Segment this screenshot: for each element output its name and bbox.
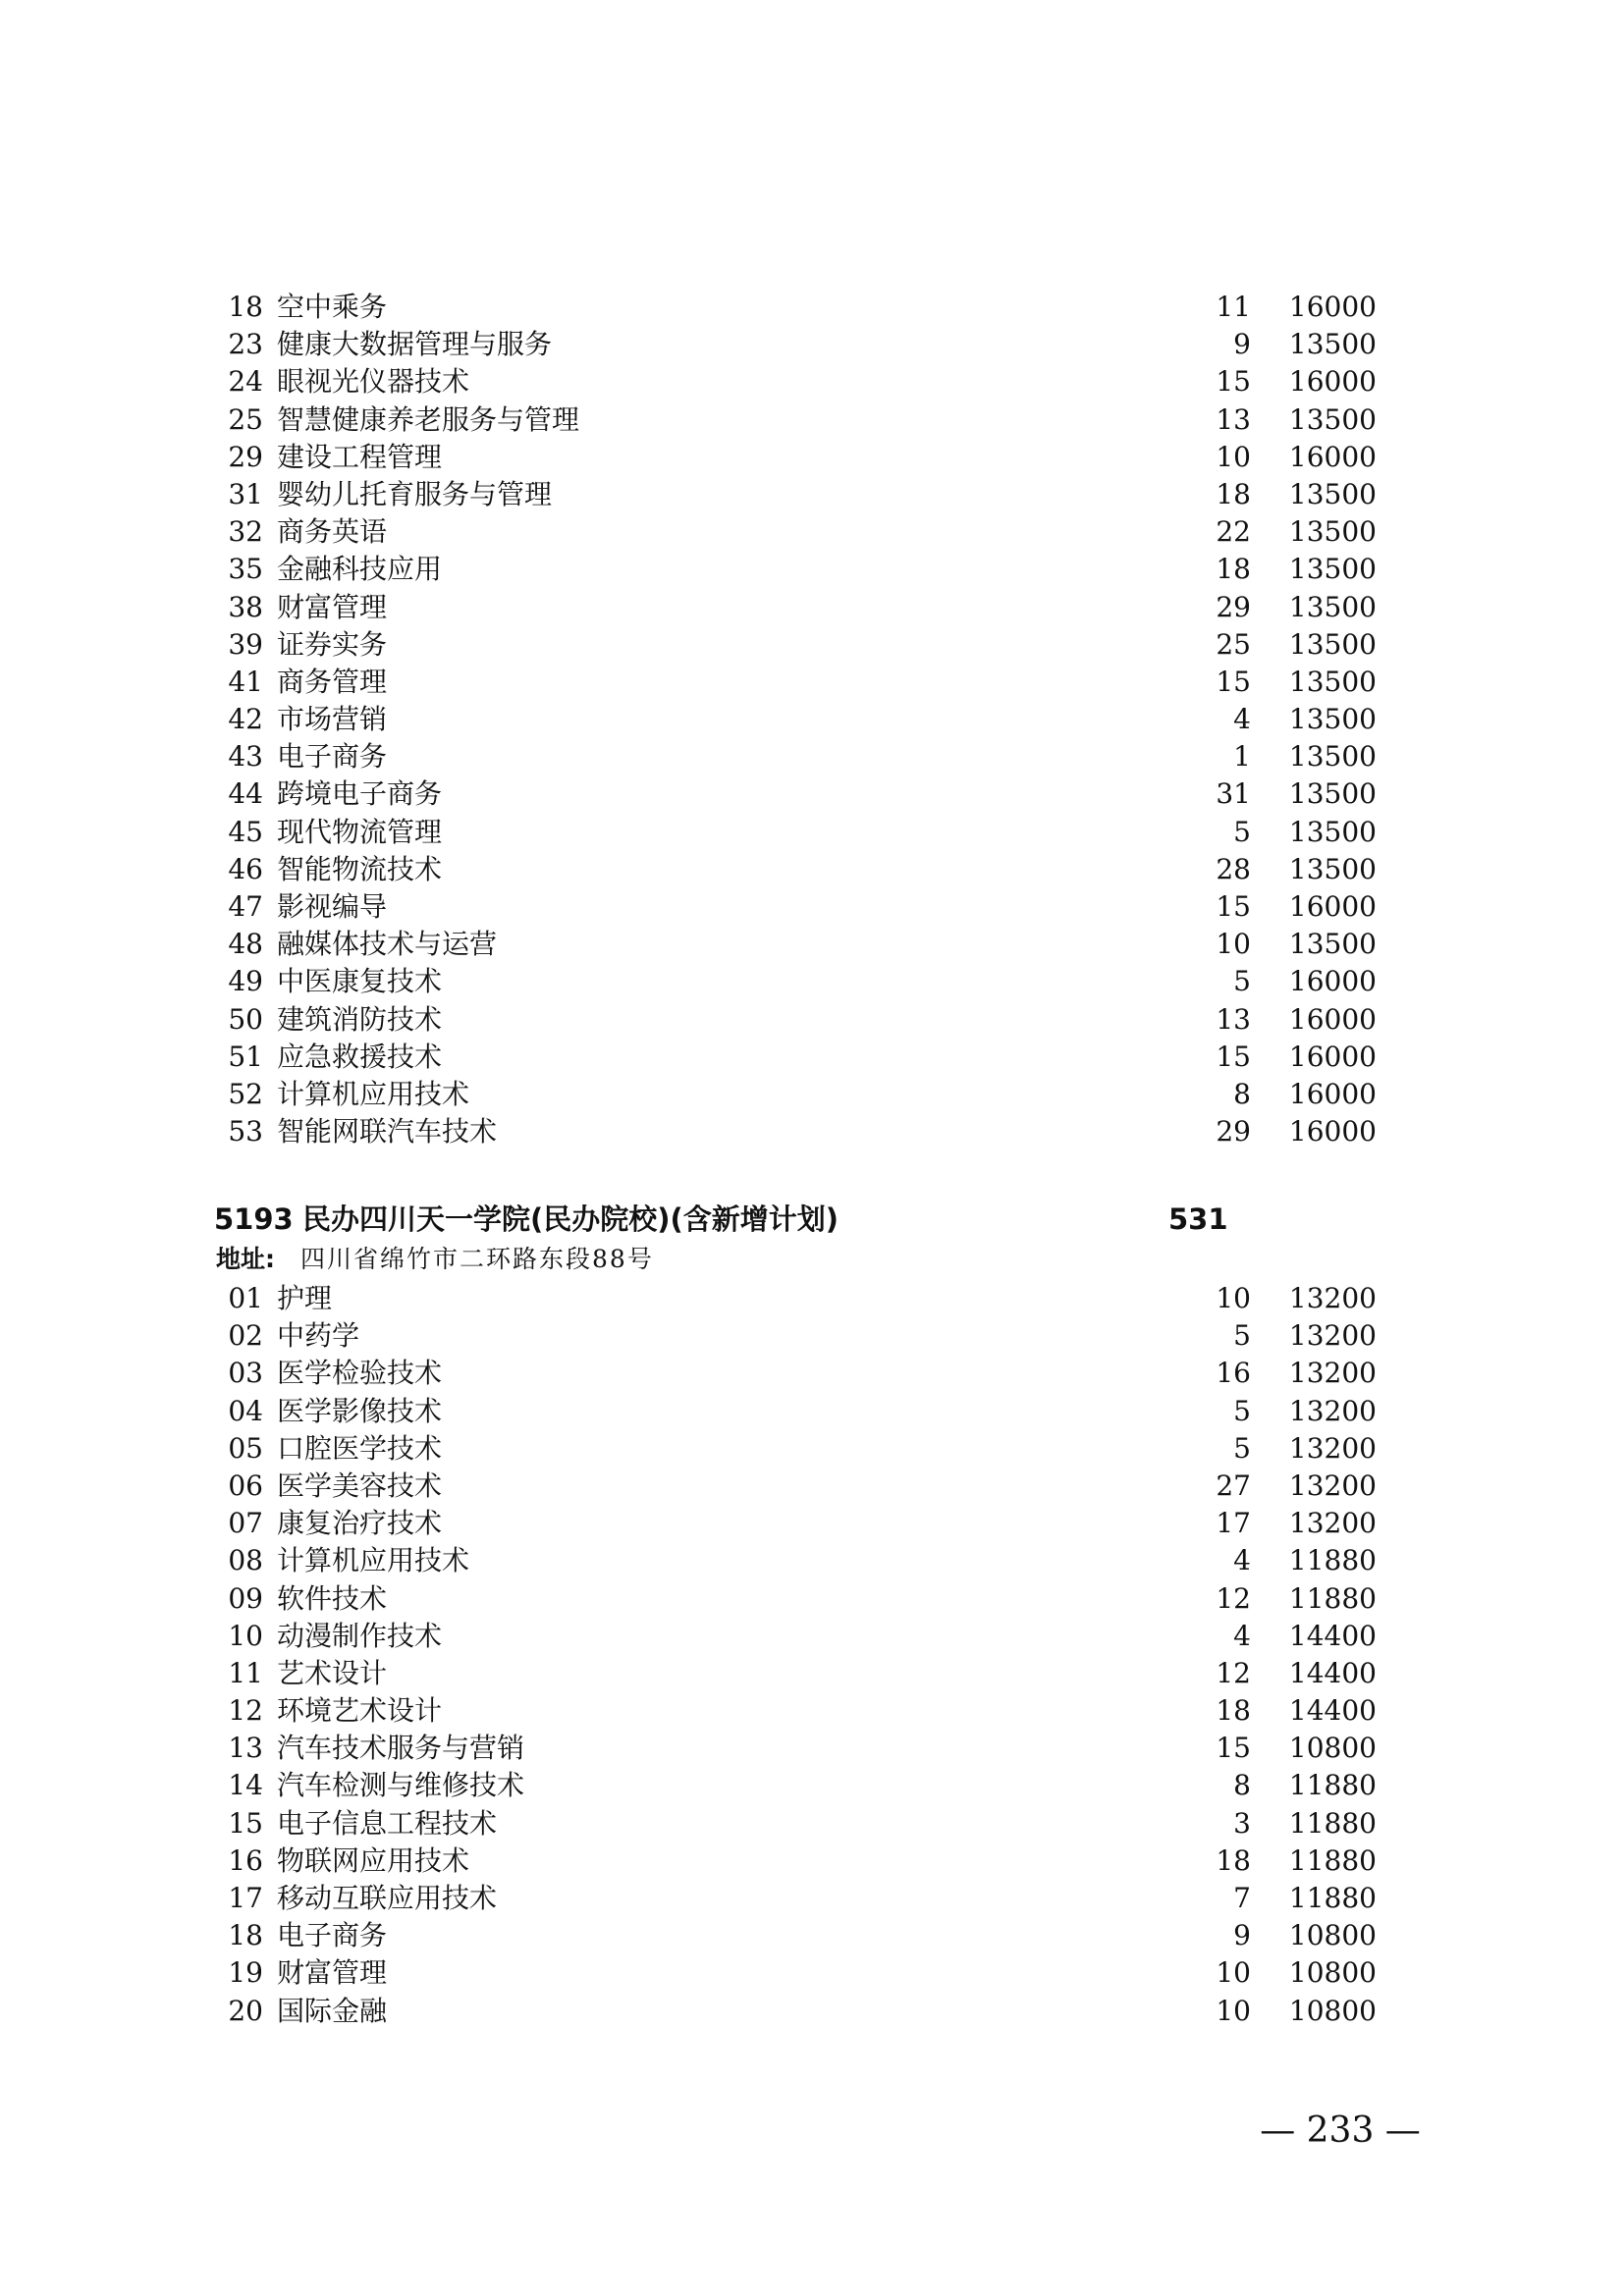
program-code: 50 <box>228 1002 263 1036</box>
program-tuition-fee: 11880 <box>1288 1581 1377 1615</box>
school-address <box>216 1241 1355 1278</box>
program-row <box>226 626 1377 664</box>
program-tuition-fee: 13500 <box>1288 777 1377 811</box>
program-row <box>226 401 1377 439</box>
program-tuition-fee: 13200 <box>1288 1468 1377 1502</box>
program-code: 11 <box>228 1656 263 1689</box>
program-row <box>226 326 1377 363</box>
program-plan-count: 9 <box>1233 1919 1251 1952</box>
program-row <box>226 1917 1377 1954</box>
program-row <box>226 289 1377 326</box>
program-plan-count: 29 <box>1216 590 1251 623</box>
program-code: 52 <box>228 1077 263 1110</box>
program-tuition-fee: 13500 <box>1288 852 1377 885</box>
program-code: 04 <box>228 1394 263 1427</box>
program-row <box>226 963 1377 1000</box>
program-code: 53 <box>228 1115 263 1148</box>
program-code: 02 <box>228 1319 263 1353</box>
program-row <box>226 1655 1377 1692</box>
program-name: 财富管理 <box>277 590 388 623</box>
program-code: 07 <box>228 1507 263 1540</box>
program-name: 财富管理 <box>277 1956 388 1990</box>
program-name: 现代物流管理 <box>277 815 443 848</box>
program-code: 42 <box>228 703 263 736</box>
program-name: 婴幼儿托育服务与管理 <box>277 477 553 510</box>
program-name: 动漫制作技术 <box>277 1619 443 1652</box>
program-row <box>226 814 1377 851</box>
program-tuition-fee: 11880 <box>1288 1882 1377 1914</box>
page-number: — 233 — <box>1260 2110 1421 2151</box>
program-tuition-fee: 13200 <box>1288 1319 1377 1353</box>
program-name: 市场营销 <box>277 703 388 736</box>
program-tuition-fee: 10800 <box>1288 1732 1377 1765</box>
program-tuition-fee: 13500 <box>1288 590 1377 623</box>
program-row <box>226 664 1377 701</box>
program-row <box>226 476 1377 513</box>
program-row <box>226 851 1377 888</box>
program-row <box>226 888 1377 926</box>
program-plan-count: 18 <box>1216 553 1251 586</box>
program-row <box>226 1468 1377 1505</box>
program-code: 19 <box>228 1956 263 1990</box>
program-tuition-fee: 13500 <box>1288 928 1377 961</box>
program-row <box>226 1880 1377 1917</box>
program-code: 08 <box>228 1544 263 1577</box>
program-row <box>226 1580 1377 1618</box>
program-row <box>226 551 1377 588</box>
program-name: 移动互联应用技术 <box>277 1882 498 1914</box>
program-plan-count: 22 <box>1216 515 1251 549</box>
program-name: 口腔医学技术 <box>277 1431 443 1465</box>
program-code: 43 <box>228 740 263 774</box>
program-name: 电子信息工程技术 <box>277 1806 498 1840</box>
program-code: 15 <box>228 1806 263 1840</box>
program-row <box>226 513 1377 551</box>
program-tuition-fee: 16000 <box>1288 440 1377 473</box>
program-plan-count: 10 <box>1216 440 1251 473</box>
program-list-continued <box>226 289 1377 1150</box>
program-code: 35 <box>228 553 263 586</box>
program-row <box>226 701 1377 738</box>
program-plan-count: 13 <box>1216 1002 1251 1036</box>
program-plan-count: 12 <box>1216 1581 1251 1615</box>
program-plan-count: 13 <box>1216 402 1251 436</box>
program-name: 中医康复技术 <box>277 965 443 998</box>
program-code: 48 <box>228 928 263 961</box>
program-name: 空中乘务 <box>277 291 388 323</box>
program-code: 16 <box>228 1843 263 1877</box>
program-tuition-fee: 16000 <box>1288 1115 1377 1148</box>
program-row <box>226 775 1377 813</box>
program-tuition-fee: 11880 <box>1288 1843 1377 1877</box>
program-name: 金融科技应用 <box>277 553 443 586</box>
program-plan-count: 7 <box>1233 1882 1251 1914</box>
program-row <box>226 926 1377 963</box>
program-plan-count: 17 <box>1216 1507 1251 1540</box>
program-name: 环境艺术设计 <box>277 1694 443 1728</box>
program-code: 12 <box>228 1694 263 1728</box>
program-name: 智慧健康养老服务与管理 <box>277 402 580 436</box>
program-code: 23 <box>228 328 263 361</box>
program-row <box>226 439 1377 476</box>
program-row <box>226 1355 1377 1392</box>
program-code: 03 <box>228 1357 263 1390</box>
program-name: 艺术设计 <box>277 1656 388 1689</box>
program-code: 31 <box>228 477 263 510</box>
program-name: 融媒体技术与运营 <box>277 928 498 961</box>
program-row <box>226 1505 1377 1542</box>
school-section <box>214 1198 1377 2030</box>
program-tuition-fee: 16000 <box>1288 890 1377 923</box>
program-plan-count: 15 <box>1216 890 1251 923</box>
program-name: 建筑消防技术 <box>277 1002 443 1036</box>
program-tuition-fee: 10800 <box>1288 1956 1377 1990</box>
program-row <box>226 1393 1377 1430</box>
program-plan-count: 15 <box>1216 1040 1251 1073</box>
program-name: 商务英语 <box>277 515 388 549</box>
program-row <box>226 1317 1377 1355</box>
program-plan-count: 31 <box>1216 777 1251 811</box>
program-tuition-fee: 13500 <box>1288 815 1377 848</box>
program-row <box>226 1618 1377 1655</box>
program-name: 物联网应用技术 <box>277 1843 470 1877</box>
program-tuition-fee: 13200 <box>1288 1357 1377 1390</box>
program-code: 49 <box>228 965 263 998</box>
program-name: 跨境电子商务 <box>277 777 443 811</box>
program-code: 38 <box>228 590 263 623</box>
program-plan-count: 11 <box>1216 291 1251 323</box>
program-code: 18 <box>228 291 263 323</box>
program-code: 18 <box>228 1919 263 1952</box>
program-plan-count: 15 <box>1216 1732 1251 1765</box>
program-tuition-fee: 13500 <box>1288 553 1377 586</box>
program-row <box>226 1767 1377 1804</box>
program-tuition-fee: 16000 <box>1288 291 1377 323</box>
program-plan-count: 3 <box>1233 1806 1251 1840</box>
program-name: 证券实务 <box>277 627 388 661</box>
program-code: 24 <box>228 365 263 399</box>
program-plan-count: 9 <box>1233 328 1251 361</box>
program-name: 智能网联汽车技术 <box>277 1115 498 1148</box>
program-row <box>226 1113 1377 1150</box>
program-code: 25 <box>228 402 263 436</box>
program-code: 10 <box>228 1619 263 1652</box>
program-name: 健康大数据管理与服务 <box>277 328 553 361</box>
program-plan-count: 18 <box>1216 1694 1251 1728</box>
program-tuition-fee: 13200 <box>1288 1282 1377 1314</box>
program-tuition-fee: 13500 <box>1288 665 1377 698</box>
program-name: 医学美容技术 <box>277 1468 443 1502</box>
program-code: 09 <box>228 1581 263 1615</box>
program-tuition-fee: 13500 <box>1288 402 1377 436</box>
program-plan-count: 10 <box>1216 1956 1251 1990</box>
program-name: 影视编导 <box>277 890 388 923</box>
program-plan-count: 27 <box>1216 1468 1251 1502</box>
program-code: 13 <box>228 1732 263 1765</box>
program-name: 电子商务 <box>277 1919 388 1952</box>
school-name: 民办四川天一学院(民办院校)(含新增计划) <box>302 1202 839 1236</box>
program-tuition-fee: 14400 <box>1288 1656 1377 1689</box>
program-tuition-fee: 13200 <box>1288 1431 1377 1465</box>
school-total-plan: 531 <box>1168 1202 1228 1236</box>
program-plan-count: 4 <box>1233 703 1251 736</box>
program-name: 汽车技术服务与营销 <box>277 1732 525 1765</box>
program-plan-count: 5 <box>1233 965 1251 998</box>
program-plan-count: 8 <box>1233 1077 1251 1110</box>
program-list <box>226 1280 1377 2030</box>
program-row <box>226 1730 1377 1767</box>
program-name: 眼视光仪器技术 <box>277 365 470 399</box>
program-plan-count: 15 <box>1216 365 1251 399</box>
program-tuition-fee: 13500 <box>1288 477 1377 510</box>
program-code: 41 <box>228 665 263 698</box>
program-name: 软件技术 <box>277 1581 388 1615</box>
program-row <box>226 738 1377 775</box>
program-name: 智能物流技术 <box>277 852 443 885</box>
program-name: 电子商务 <box>277 740 388 774</box>
program-plan-count: 29 <box>1216 1115 1251 1148</box>
program-tuition-fee: 10800 <box>1288 1994 1377 2027</box>
program-row <box>226 1805 1377 1842</box>
program-row <box>226 1280 1377 1317</box>
program-tuition-fee: 16000 <box>1288 1077 1377 1110</box>
program-plan-count: 5 <box>1233 1394 1251 1427</box>
program-name: 康复治疗技术 <box>277 1507 443 1540</box>
program-code: 51 <box>228 1040 263 1073</box>
program-tuition-fee: 16000 <box>1288 1040 1377 1073</box>
program-code: 29 <box>228 440 263 473</box>
program-code: 45 <box>228 815 263 848</box>
program-name: 建设工程管理 <box>277 440 443 473</box>
program-tuition-fee: 16000 <box>1288 1002 1377 1036</box>
program-plan-count: 5 <box>1233 1319 1251 1353</box>
program-tuition-fee: 11880 <box>1288 1544 1377 1577</box>
program-tuition-fee: 14400 <box>1288 1694 1377 1728</box>
program-name: 应急救援技术 <box>277 1040 443 1073</box>
program-code: 14 <box>228 1769 263 1802</box>
program-plan-count: 5 <box>1233 1431 1251 1465</box>
program-row <box>226 1692 1377 1730</box>
program-code: 32 <box>228 515 263 549</box>
program-code: 46 <box>228 852 263 885</box>
program-plan-count: 18 <box>1216 477 1251 510</box>
program-row <box>226 363 1377 400</box>
program-tuition-fee: 13500 <box>1288 515 1377 549</box>
program-row <box>226 1039 1377 1076</box>
program-plan-count: 15 <box>1216 665 1251 698</box>
program-plan-count: 5 <box>1233 815 1251 848</box>
school-header <box>214 1198 1355 1241</box>
program-plan-count: 28 <box>1216 852 1251 885</box>
program-tuition-fee: 13500 <box>1288 740 1377 774</box>
program-name: 医学影像技术 <box>277 1394 443 1427</box>
program-tuition-fee: 14400 <box>1288 1619 1377 1652</box>
program-name: 护理 <box>277 1282 333 1314</box>
program-plan-count: 10 <box>1216 928 1251 961</box>
program-row <box>226 1430 1377 1468</box>
program-tuition-fee: 13500 <box>1288 703 1377 736</box>
program-code: 17 <box>228 1882 263 1914</box>
program-row <box>226 1542 1377 1579</box>
program-tuition-fee: 10800 <box>1288 1919 1377 1952</box>
program-plan-count: 16 <box>1216 1357 1251 1390</box>
program-tuition-fee: 16000 <box>1288 965 1377 998</box>
program-plan-count: 4 <box>1233 1619 1251 1652</box>
program-plan-count: 10 <box>1216 1994 1251 2027</box>
program-row <box>226 1076 1377 1113</box>
program-plan-count: 4 <box>1233 1544 1251 1577</box>
program-code: 01 <box>228 1282 263 1314</box>
program-tuition-fee: 11880 <box>1288 1806 1377 1840</box>
program-tuition-fee: 13500 <box>1288 328 1377 361</box>
program-plan-count: 12 <box>1216 1656 1251 1689</box>
program-code: 05 <box>228 1431 263 1465</box>
program-name: 国际金融 <box>277 1994 388 2027</box>
program-code: 20 <box>228 1994 263 2027</box>
program-name: 医学检验技术 <box>277 1357 443 1390</box>
address-text: 四川省绵竹市二环路东段88号 <box>300 1245 654 1273</box>
program-tuition-fee: 13200 <box>1288 1507 1377 1540</box>
program-tuition-fee: 16000 <box>1288 365 1377 399</box>
program-name: 商务管理 <box>277 665 388 698</box>
program-code: 39 <box>228 627 263 661</box>
program-plan-count: 1 <box>1233 740 1251 774</box>
program-row <box>226 589 1377 626</box>
program-row <box>226 1993 1377 2030</box>
program-name: 计算机应用技术 <box>277 1077 470 1110</box>
program-plan-count: 8 <box>1233 1769 1251 1802</box>
program-name: 汽车检测与维修技术 <box>277 1769 525 1802</box>
program-code: 47 <box>228 890 263 923</box>
program-plan-count: 18 <box>1216 1843 1251 1877</box>
program-row <box>226 1001 1377 1039</box>
program-code: 06 <box>228 1468 263 1502</box>
program-plan-count: 10 <box>1216 1282 1251 1314</box>
program-name: 中药学 <box>277 1319 360 1353</box>
program-row <box>226 1954 1377 1992</box>
program-tuition-fee: 11880 <box>1288 1769 1377 1802</box>
address-label: 地址: <box>216 1245 275 1273</box>
school-code: 5193 <box>214 1202 294 1236</box>
program-code: 44 <box>228 777 263 811</box>
program-tuition-fee: 13200 <box>1288 1394 1377 1427</box>
program-name: 计算机应用技术 <box>277 1544 470 1577</box>
program-plan-count: 25 <box>1216 627 1251 661</box>
program-tuition-fee: 13500 <box>1288 627 1377 661</box>
program-row <box>226 1842 1377 1880</box>
